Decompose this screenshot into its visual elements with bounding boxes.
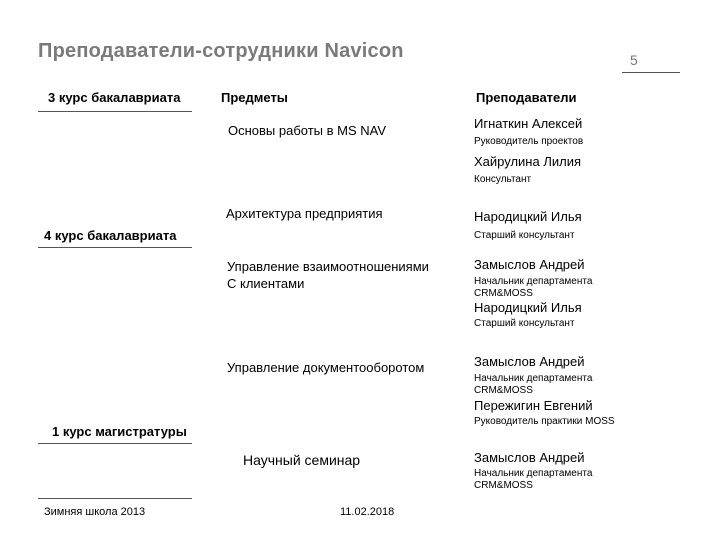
teacher-role: Руководитель практики MOSS [474, 416, 615, 427]
teacher-role: CRM&MOSS [474, 288, 533, 299]
teacher-role: Начальник департамента [474, 468, 593, 479]
page-number-rule [622, 72, 680, 73]
teacher-name: Игнаткин Алексей [474, 116, 583, 131]
course-label-bachelor-4: 4 курс бакалавриата [44, 228, 177, 243]
subject-document-management: Управление документооборотом [227, 360, 425, 375]
course-rule-2 [38, 247, 192, 248]
teacher-name: Замыслов Андрей [474, 354, 585, 369]
subject-research-seminar: Научный семинар [243, 452, 361, 468]
teacher-role: Консультант [474, 174, 532, 185]
subject-crm-line-2: С клиентами [227, 276, 305, 291]
course-rule-3 [38, 443, 192, 444]
teacher-name: Замыслов Андрей [474, 257, 585, 272]
teacher-name: Народицкий Илья [474, 209, 582, 224]
header-teachers: Преподаватели [476, 90, 577, 105]
teacher-role: Руководитель проектов [474, 136, 584, 147]
page-number: 5 [630, 52, 638, 68]
teacher-role: Старший консультант [474, 230, 575, 241]
subject-crm-line-1: Управление взаимоотношениями [227, 259, 429, 274]
teacher-role: Старший консультант [474, 318, 575, 329]
teacher-role: CRM&MOSS [474, 385, 533, 396]
slide-title: Преподаватели-сотрудники Navicon [38, 40, 404, 62]
teacher-role: Начальник департамента [474, 276, 593, 287]
footer-event: Зимняя школа 2013 [44, 506, 146, 518]
teacher-role: Начальник департамента [474, 373, 593, 384]
teacher-name: Замыслов Андрей [474, 450, 585, 465]
header-subjects: Предметы [221, 90, 288, 105]
course-label-bachelor-3: 3 курс бакалавриата [48, 90, 181, 105]
teacher-name: Пережигин Евгений [474, 398, 593, 413]
teacher-name: Хайрулина Лилия [474, 154, 582, 169]
teacher-role: CRM&MOSS [474, 480, 533, 491]
subject-enterprise-architecture: Архитектура предприятия [226, 206, 383, 221]
course-rule-1 [38, 111, 192, 112]
footer-rule [38, 498, 192, 499]
teacher-name: Народицкий Илья [474, 300, 582, 315]
course-label-master-1: 1 курс магистратуры [52, 424, 187, 439]
footer-date: 11.02.2018 [340, 506, 395, 518]
subject-ms-nav: Основы работы в MS NAV [228, 123, 387, 138]
